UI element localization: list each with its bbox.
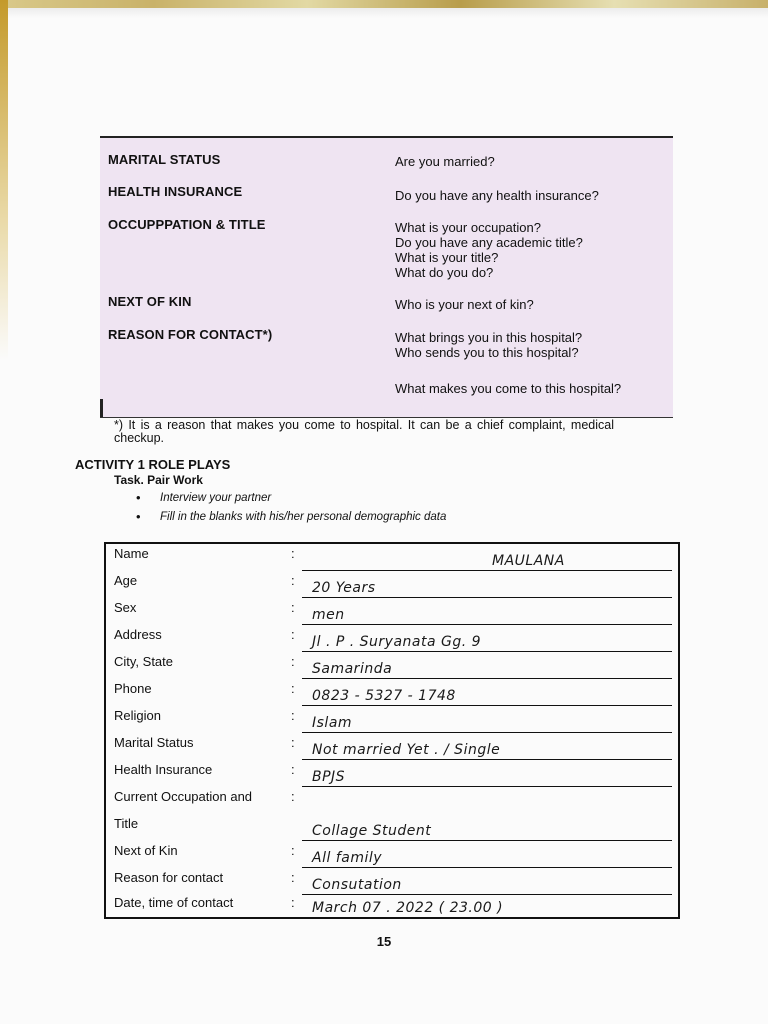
term-marital-status: MARITAL STATUS <box>108 152 221 167</box>
form-row-name <box>106 544 678 571</box>
field-colon: : <box>291 546 295 561</box>
field-value-date-time[interactable]: March 07 . 2022 ( 23.00 ) <box>312 900 504 916</box>
field-label: Health Insurance <box>114 762 213 777</box>
field-colon: : <box>291 735 295 750</box>
field-label: Address <box>114 627 162 642</box>
field-value-health-insurance[interactable]: BPJS <box>312 769 346 785</box>
field-value-phone[interactable]: 0823 - 5327 - 1748 <box>312 688 456 704</box>
question-line: What do you do? <box>395 265 494 280</box>
field-colon: : <box>291 789 295 804</box>
reference-table <box>100 136 673 418</box>
question-line: What is your occupation? <box>395 220 541 235</box>
questions-health-insurance <box>395 188 599 203</box>
field-value-reason-for-contact[interactable]: Consutation <box>312 877 402 893</box>
field-label: Name <box>114 546 149 561</box>
field-colon: : <box>291 870 295 885</box>
questions-occupation-title <box>395 220 583 280</box>
form-row-city-state <box>106 652 678 679</box>
field-colon: : <box>291 654 295 669</box>
field-colon: : <box>291 708 295 723</box>
questions-next-of-kin <box>395 297 534 312</box>
page-edge-shadow <box>0 8 768 18</box>
question-line: Are you married? <box>395 154 495 169</box>
form-row-next-of-kin <box>106 841 678 868</box>
field-value-religion[interactable]: Islam <box>312 715 353 731</box>
question-line: Who sends you to this hospital? <box>395 345 579 360</box>
field-label: Reason for contact <box>114 870 224 885</box>
field-label: Next of Kin <box>114 843 178 858</box>
activity-title: ACTIVITY 1 ROLE PLAYS <box>75 457 231 472</box>
term-health-insurance: HEALTH INSURANCE <box>108 184 243 199</box>
field-colon: : <box>291 573 295 588</box>
field-label: Religion <box>114 708 161 723</box>
term-next-of-kin: NEXT OF KIN <box>108 294 192 309</box>
field-value-age[interactable]: 20 Years <box>312 580 376 596</box>
questions-marital-status <box>395 154 495 169</box>
field-label: Age <box>114 573 138 588</box>
form-row-title <box>106 814 678 841</box>
questions-extra <box>395 381 621 396</box>
field-value-marital-status[interactable]: Not married Yet . / Single <box>312 742 501 758</box>
questions-reason-for-contact <box>395 330 582 360</box>
field-colon: : <box>291 843 295 858</box>
table-corner-mark <box>100 399 103 417</box>
field-label: Marital Status <box>114 735 194 750</box>
question-line: What brings you in this hospital? <box>395 330 583 345</box>
field-colon: : <box>291 681 295 696</box>
field-colon: : <box>291 627 295 642</box>
field-label: Current Occupation and <box>114 789 253 804</box>
question-line: What is your title? <box>395 250 499 265</box>
field-label: City, State <box>114 654 174 669</box>
demographic-form <box>104 542 680 919</box>
field-label: Phone <box>114 681 152 696</box>
field-value-occupation-title[interactable]: Collage Student <box>312 823 432 839</box>
form-row-phone <box>106 679 678 706</box>
field-value-next-of-kin[interactable]: All family <box>312 850 383 866</box>
form-row-health-insurance <box>106 760 678 787</box>
instruction-item: • Fill in the blanks with his/her personal demographic data <box>136 509 446 528</box>
field-value-name[interactable]: MAULANA <box>492 553 565 569</box>
question-line: Do you have any academic title? <box>395 235 583 250</box>
form-row-age <box>106 571 678 598</box>
field-label: Sex <box>114 600 137 615</box>
field-colon: : <box>291 762 295 777</box>
question-line: Do you have any health insurance? <box>395 188 599 203</box>
form-row-sex <box>106 598 678 625</box>
task-instructions <box>136 490 446 528</box>
field-value-address[interactable]: Jl . P . Suryanata Gg. 9 <box>312 634 482 650</box>
form-row-religion <box>106 706 678 733</box>
form-row-date-time <box>106 893 678 920</box>
field-value-sex[interactable]: men <box>312 607 345 623</box>
field-value-city-state[interactable]: Samarinda <box>312 661 393 677</box>
field-label: Date, time of contact <box>114 895 234 910</box>
question-line: What makes you come to this hospital? <box>395 381 622 396</box>
question-line: Who is your next of kin? <box>395 297 534 312</box>
term-reason-for-contact: REASON FOR CONTACT*) <box>108 327 273 342</box>
page-edge-left <box>0 0 8 360</box>
instruction-item: • Interview your partner <box>136 490 446 509</box>
form-row-occupation <box>106 787 678 814</box>
field-label: Title <box>114 816 139 831</box>
form-row-reason-for-contact <box>106 868 678 895</box>
page-number: 15 <box>376 934 392 949</box>
task-title: Task. Pair Work <box>114 473 203 487</box>
form-row-marital-status <box>106 733 678 760</box>
field-colon: : <box>291 600 295 615</box>
term-occupation-title: OCCUPPPATION & TITLE <box>108 217 266 232</box>
field-colon: : <box>291 895 295 910</box>
reason-footnote: *) It is a reason that makes you come to hospital. It can be a chief complaint, medical checkup. <box>114 418 614 445</box>
page-edge-top <box>0 0 768 8</box>
form-row-address <box>106 625 678 652</box>
